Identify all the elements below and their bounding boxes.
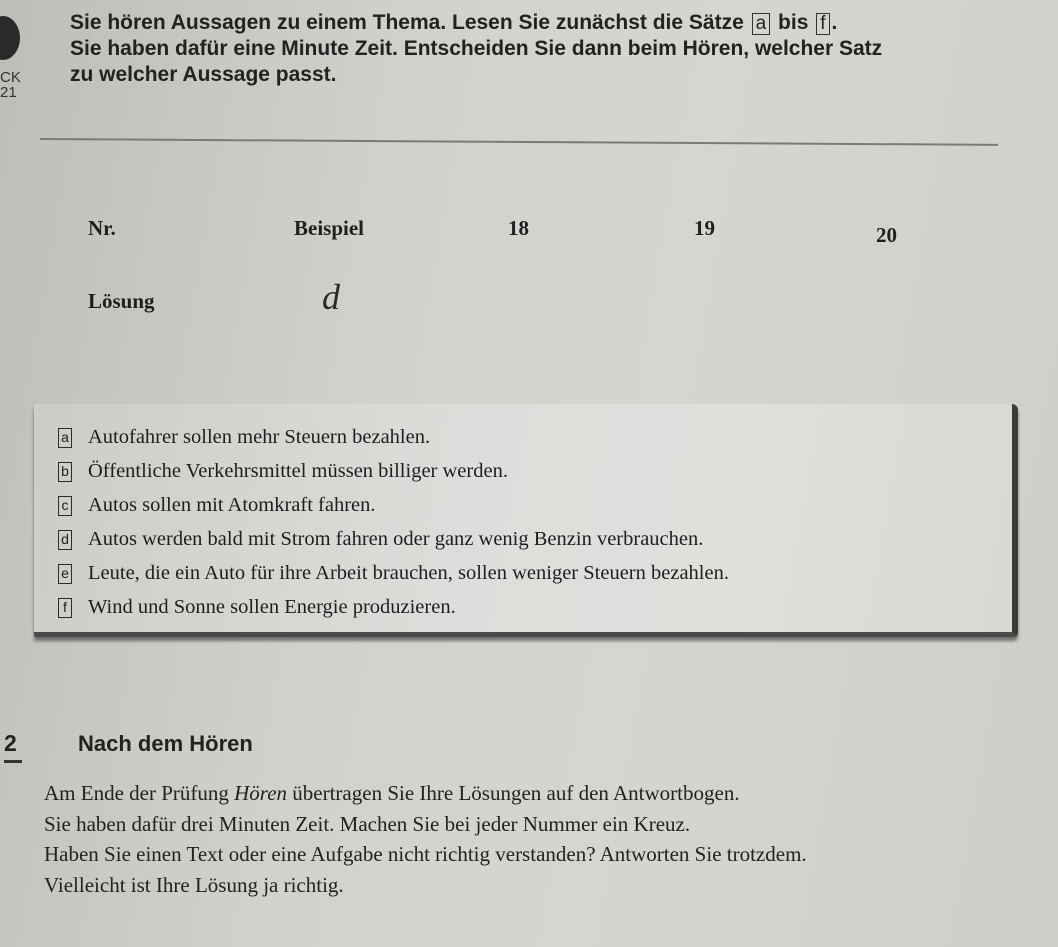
table-header-example: Beispiel	[294, 216, 365, 240]
list-item	[58, 556, 729, 590]
table-header-19: 19	[694, 216, 715, 240]
instruction-line-1	[70, 10, 1000, 36]
margin-marker	[0, 16, 20, 60]
list-item	[58, 522, 729, 556]
section-paragraph	[44, 778, 1004, 900]
statement-text: Autos werden bald mit Strom fahren oder ganz wenig Benzin verbrauchen.	[88, 528, 704, 550]
margin-code-line2: 21	[0, 84, 17, 101]
statement-text: Wind und Sonne sollen Energie produzieren.	[88, 596, 456, 618]
paragraph-line-3: Haben Sie einen Text oder eine Aufgabe nicht richtig verstanden? Antworten Sie trotzdem.	[44, 842, 807, 866]
statement-key-box: e	[58, 564, 72, 584]
statement-key-box: c	[58, 496, 72, 516]
instruction-line-2: Sie haben dafür eine Minute Zeit. Entscheiden Sie dann beim Hören, welcher Satz	[70, 37, 883, 60]
paragraph-line-1-end: übertragen Sie Ihre Lösungen auf den Antwortbogen.	[292, 781, 740, 805]
task-instructions	[70, 10, 1000, 88]
list-item	[58, 488, 729, 522]
divider-line	[40, 138, 998, 146]
statement-key-box: f	[58, 598, 72, 618]
list-item	[58, 420, 729, 454]
table-header-nr: Nr.	[88, 216, 116, 240]
instruction-bis: bis	[778, 11, 809, 34]
instruction-line-1-text: Sie hören Aussagen zu einem Thema. Lesen Sie zunächst die Sätze	[70, 11, 744, 34]
paragraph-italic-hoeren: Hören	[234, 781, 288, 805]
statement-text: Leute, die ein Auto für ihre Arbeit brauchen, sollen weniger Steuern bezahlen.	[88, 562, 729, 584]
list-item	[58, 590, 729, 624]
table-row-label-loesung: Lösung	[88, 289, 155, 313]
table-header-18: 18	[508, 216, 529, 240]
paragraph-line-2: Sie haben dafür drei Minuten Zeit. Machen Sie bei jeder Nummer ein Kreuz.	[44, 811, 691, 836]
statements-list	[58, 420, 729, 624]
paragraph-line-1	[44, 778, 1004, 809]
margin-code	[0, 70, 21, 100]
list-item	[58, 454, 729, 488]
section-title: Nach dem Hören	[78, 731, 253, 756]
statement-key-box: b	[58, 462, 72, 482]
paragraph-line-4: Vielleicht ist Ihre Lösung ja richtig.	[44, 872, 344, 897]
statement-key-box: a	[58, 428, 72, 448]
statement-text: Öffentliche Verkehrsmittel müssen billiger werden.	[88, 460, 508, 482]
margin-code-line1: CK	[0, 69, 21, 86]
instruction-line-3: zu welcher Aussage passt.	[70, 63, 337, 86]
statement-text: Autofahrer sollen mehr Steuern bezahlen.	[88, 426, 431, 448]
statement-text: Autos sollen mit Atomkraft fahren.	[88, 494, 376, 516]
statement-key-box: d	[58, 530, 72, 550]
letter-box-f: f	[816, 13, 829, 35]
letter-box-a: a	[752, 13, 771, 35]
example-answer: d	[322, 277, 340, 317]
section-number: 2	[4, 730, 17, 756]
instruction-period: .	[831, 11, 838, 34]
table-header-20: 20	[876, 223, 897, 247]
paragraph-line-1-start: Am Ende der Prüfung	[44, 781, 229, 805]
